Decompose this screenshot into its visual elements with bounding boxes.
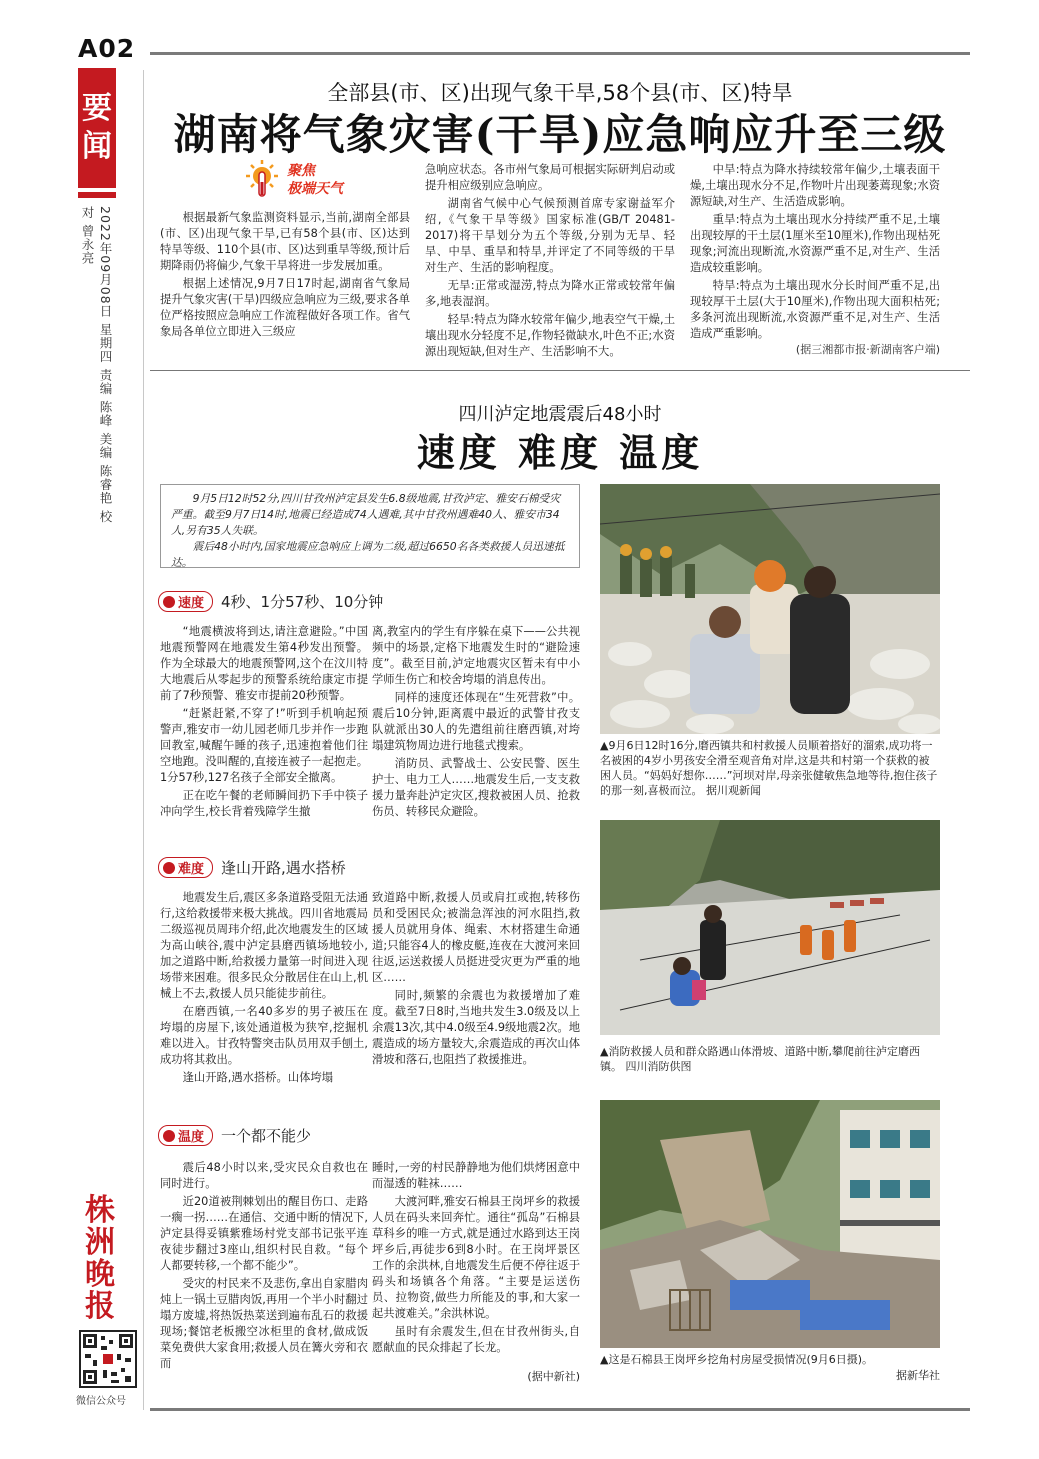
paragraph: 在磨西镇,一名40多岁的男子被压在垮塌的房屋下,该处通道极为狭窄,挖掘机难以进入。甘孜特警突击队员用双手刨土,成功将其救出。	[160, 1005, 368, 1066]
section-tag-char: 要	[82, 91, 112, 126]
paragraph: 受灾的村民来不及悲伤,拿出自家腊肉炖上一锅土豆腊肉饭,再用一个半小时翻过塌方废墟,将热饭热菜送到遍布乱石的救援现场;餐馆老板搬空冰柜里的食材,做成饭菜免费供大家食用;救援人员在篝火旁和衣而	[160, 1277, 368, 1370]
paragraph: 湖南省气候中心气候预测首席专家谢益军介绍,《气象干旱等级》国家标准(GB/T 20481-2017)将干旱划分为五个等级,分别为无旱、轻旱、中旱、重旱和特旱,并评定了不同等级的干旱对生产、生活的影响程度。	[425, 197, 675, 274]
paragraph: 急响应状态。各市州气象局可根据实际研判启动或提升相应级别应急响应。	[425, 163, 675, 192]
bottom-rule	[150, 1408, 970, 1411]
subhead-title: 逢山开路,遇水搭桥	[221, 859, 346, 877]
paragraph: 虽时有余震发生,但在甘孜州街头,自愿献血的民众排起了长龙。	[372, 1325, 580, 1354]
masthead-char: 株	[85, 1193, 115, 1228]
lead-paragraph: 9月5日12时52分,四川甘孜州泸定县发生6.8级地震,甘孜泸定、雅安石棉受灾严重。截至9月7日14时,地震已经造成74人遇难,其中甘孜州遇难40人、雅安市34人,另有35人失联。	[171, 492, 561, 537]
article1-kicker: 全部县(市、区)出现气象干旱,58个县(市、区)特旱	[327, 81, 793, 105]
subhead-badge	[158, 857, 213, 878]
paragraph: 轻旱:特点为降水较常年偏少,地表空气干燥,土壤出现水分轻度不足,作物轻微缺水,叶色不正;水资源出现短缺,但对生产、生活影响不大。	[425, 313, 675, 358]
paragraph: “地震横波将到达,请注意避险。”中国地震预警网在地震发生第4秒发出预警。作为全球最大的地震预警网,这个在汶川特大地震后从零起步的预警系统给康定市提前了7秒预警、雅安市提前20秒预警。	[160, 625, 368, 702]
top-rule	[150, 52, 970, 55]
photo3-credit: 据新华社	[896, 1369, 940, 1382]
paragraph: 消防员、武警战士、公安民警、医生护士、电力工人……地震发生后,一支支救援力量奔赴泸定灾区,搜救被困人员、抢救伤员、转移民众避险。	[372, 757, 580, 818]
lead-paragraph: 震后48小时内,国家地震应急响应上调为二级,超过6650名各类救援人员迅速抵达。	[171, 540, 565, 569]
bullet-icon	[163, 1130, 175, 1142]
article1-headline: 湖南将气象灾害(干旱)应急响应升至三级	[173, 110, 947, 159]
paragraph: 正在吃午餐的老师瞬间扔下手中筷子冲向学生,校长背着残障学生撤	[160, 789, 368, 818]
paragraph: 逢山开路,遇水搭桥。山体垮塌	[182, 1071, 334, 1084]
subhead-badge	[158, 591, 213, 612]
edition-line: 2022年09月08日 星期四 责编 陈峰 美编 陈睿艳 校对 曾永亮	[80, 206, 113, 524]
article2-headline: 速度 难度 温度	[416, 430, 704, 475]
masthead-char: 报	[85, 1289, 115, 1324]
section-tag-char: 闻	[82, 129, 112, 164]
paragraph: 致道路中断,救援人员或肩扛或抱,转移伤员和受困民众;被湍急浑浊的河水阻挡,救援人员就用身体、绳索、木材搭建生命通道;只能容4人的橡皮艇,连夜在大渡河来回往返,运送救援人员挺进受灾更为严重的地区……	[372, 891, 580, 984]
article1-column-2	[425, 162, 675, 362]
subhead-difficulty	[158, 857, 346, 878]
masthead-logo	[80, 1193, 120, 1324]
paragraph: 同样的速度还体现在“生死营救”中。震后10分钟,距离震中最近的武警甘孜支队就派出30人的先遣组前往磨西镇,对垮塌建筑物周边进行地毯式搜索。	[372, 691, 580, 752]
paragraph: 离,教室内的学生有序躲在桌下——公共视频中的场景,定格下地震发生时的“避险速度”。截至目前,泸定地震灾区暂未有中小学师生伤亡和校舍垮塌的消息传出。	[372, 625, 580, 686]
warmth-column-1	[160, 1160, 368, 1374]
speed-column-2	[372, 624, 580, 822]
photo1-caption: ▲9月6日12时16分,磨西镇共和村救援人员顺着搭好的溜索,成功将一名被困的4岁小男孩安全滑至观音角对岸,这是共和村第一个获救的被困人员。“妈妈好想你……”河坝对岸,母亲张健敏焦急地等待,抱住孩子的那一刻,喜极而泣。 据川观新闻	[600, 739, 938, 797]
badge-label: 温度	[178, 1130, 205, 1145]
column-logo-line1: 聚焦	[287, 163, 315, 179]
sun-icon	[244, 158, 280, 200]
photo-zipline-rescue	[600, 484, 940, 734]
paragraph: 地震发生后,震区多条道路受阻无法通行,这给救援带来极大挑战。四川省地震局二级巡视员周玮介绍,此次地震发生的区域为高山峡谷,震中泸定县磨西镇场地较小,加之道路中断,给救援力量第一时间进入现场带来困难。很多民众分散居住在山上,机械上不去,救援人员只能徒步前往。	[160, 891, 368, 1000]
subhead-title: 一个都不能少	[221, 1127, 312, 1145]
qr-code-icon[interactable]	[79, 1330, 137, 1388]
article1-column-1	[160, 210, 410, 342]
paragraph: 震后48小时以来,受灾民众自救也在同时进行。	[160, 1161, 368, 1190]
page-number: A02	[78, 34, 136, 63]
paragraph: 无旱:正常或湿涝,特点为降水正常或较常年偏多,地表湿润。	[425, 279, 675, 308]
paragraph: “赶紧赶紧,不穿了!”听到手机响起预警声,雅安市一幼儿园老师几步并作一步跑回教室,喊醒午睡的孩子,迅速抱着他们往空地跑。没叫醒的,直接连被子一起抱走。1分57秒,127名孩子全部安全撤离。	[160, 707, 368, 784]
paragraph: 中旱:特点为降水持续较常年偏少,土壤表面干燥,土壤出现水分不足,作物叶片出现萎蔫现象;水资源短缺,对生产、生活造成影响。	[690, 163, 940, 208]
paragraph: 睡时,一旁的村民静静地为他们烘烤困意中而湿透的鞋袜……	[372, 1161, 580, 1190]
badge-label: 难度	[178, 862, 205, 877]
section-tag-bar	[78, 192, 116, 198]
photo-damaged-houses	[600, 1100, 940, 1348]
masthead-char: 洲	[85, 1225, 115, 1260]
bullet-icon	[163, 596, 175, 608]
column-logo-line2: 极端天气	[287, 181, 343, 197]
subhead-warmth	[158, 1125, 311, 1146]
paragraph: 根据上述情况,9月7日17时起,湖南省气象局提升气象灾害(干旱)四级应急响应为三级,要求各单位严格按照应急响应工作流程做好各项工作。省气象局各单位立即进入三级应	[160, 277, 410, 338]
section-tag	[78, 68, 116, 188]
difficulty-column-1	[160, 890, 368, 1088]
masthead-char: 晚	[85, 1257, 115, 1292]
photo3-caption: ▲这是石棉县王岗坪乡挖角村房屋受损情况(9月6日摄)。	[600, 1353, 874, 1366]
subhead-badge	[158, 1125, 213, 1146]
article2-kicker: 四川泸定地震震后48小时	[458, 404, 662, 425]
article1-source: (据三湘都市报·新湖南客户端)	[795, 343, 940, 356]
bullet-icon	[163, 862, 175, 874]
warmth-column-2	[372, 1160, 580, 1358]
speed-column-1	[160, 624, 368, 822]
article-separator	[150, 370, 970, 371]
article2-source: (据中新社)	[527, 1370, 580, 1383]
paragraph: 大渡河畔,雅安石棉县王岗坪乡的救援人员在码头来回奔忙。通往“孤岛”石棉县草科乡的唯一方式,就是通过水路到达王岗坪乡后,再徒步6到8小时。在王岗坪景区工作的余洪林,自地震发生后便不停往返于码头和场镇各个角落。“主要是运送伤员、拉物资,做些力所能及的事,和大家一起共渡难关。”余洪林说。	[372, 1195, 580, 1320]
photo2-caption: ▲消防救援人员和群众路遇山体滑坡、道路中断,攀爬前往泸定磨西镇。 四川消防供图	[600, 1045, 920, 1073]
subhead-speed	[158, 591, 383, 612]
article2-lead	[160, 484, 580, 568]
qr-label: 微信公众号	[76, 1396, 126, 1407]
subhead-title: 4秒、1分57秒、10分钟	[221, 593, 384, 611]
paragraph: 近20道被荆棘划出的醒目伤口、走路一瘸一拐……在通信、交通中断的情况下,泸定县得妥镇紫雅场村党支部书记张平连夜徒步翻过3座山,组织村民自救。“每个人都要转移,一个都不能少”。	[160, 1195, 368, 1272]
paragraph: 同时,频繁的余震也为救援增加了难度。截至7日8时,当地共发生3.0级及以上余震13次,其中4.0级至4.9级地震2次。地震造成的场方量较大,余震造成的再次山体滑坡和落石,也阻挡了救援推进。	[372, 989, 580, 1066]
article1-column-3	[690, 162, 940, 344]
paragraph: 根据最新气象监测资料显示,当前,湖南全部县(市、区)出现气象干旱,已有58个县(市、区)达到特旱等级、110个县(市、区)达到重旱等级,预计后期降雨仍将偏少,气象干旱将进一步发展加重。	[160, 211, 410, 272]
paragraph: 特旱:特点为土壤出现水分长时间严重不足,出现较厚干土层(大于10厘米),作物出现大面积枯死;多条河流出现断流,水资源严重不足,对生产、生活造成严重影响。	[690, 279, 940, 340]
paragraph: 重旱:特点为土壤出现水分持续严重不足,土壤出现较厚的干土层(1厘米至10厘米),作物出现枯死现象;河流出现断流,水资源严重不足,对生产、生活造成较重影响。	[690, 213, 940, 274]
badge-label: 速度	[178, 596, 205, 611]
photo-climbing-slope	[600, 820, 940, 1035]
difficulty-column-2	[372, 890, 580, 1070]
left-rule	[143, 70, 144, 1410]
